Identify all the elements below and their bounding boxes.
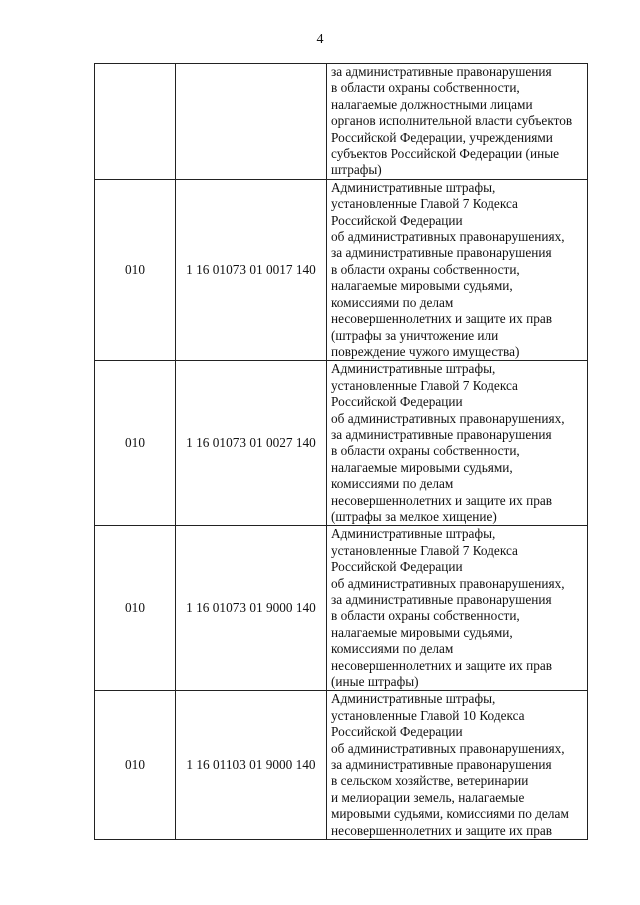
table-row xyxy=(95,64,588,180)
kbk-code-cell: 1 16 01103 01 9000 140 xyxy=(176,691,327,840)
revenue-name-cell: за административные правонарушения в области охраны собственности, налагаемые должностными лицами органов исполнительной власти субъектов Российской Федерации, учреждениями субъектов Российской Федерации (иные штрафы) xyxy=(327,64,588,180)
revenue-name-cell: Административные штрафы, установленные Главой 7 Кодекса Российской Федерации об административных правонарушениях, за административные правонарушения в области охраны собственности, налагаемые мировыми судьями, комиссиями по делам несовершеннолетних и защите их прав (иные штрафы) xyxy=(327,526,588,691)
admin-code-cell: 010 xyxy=(95,179,176,360)
table-row xyxy=(95,179,588,360)
admin-code-cell xyxy=(95,64,176,180)
revenue-name-cell: Административные штрафы, установленные Главой 7 Кодекса Российской Федерации об административных правонарушениях, за административные правонарушения в области охраны собственности, налагаемые мировыми судьями, комиссиями по делам несовершеннолетних и защите их прав (штрафы за уничтожение или повреждение чужого имущества) xyxy=(327,179,588,360)
revenue-name-cell: Административные штрафы, установленные Главой 10 Кодекса Российской Федерации об административных правонарушениях, за административные правонарушения в сельском хозяйстве, ветеринарии и мелиорации земель, налагаемые мировыми судьями, комиссиями по делам несовершеннолетних и защите их прав xyxy=(327,691,588,840)
page-number: 4 xyxy=(316,32,324,47)
kbk-code-cell: 1 16 01073 01 0017 140 xyxy=(176,179,327,360)
budget-codes-table xyxy=(94,63,588,840)
table-row xyxy=(95,526,588,691)
kbk-code-cell xyxy=(176,64,327,180)
revenue-name-cell: Административные штрафы, установленные Главой 7 Кодекса Российской Федерации об административных правонарушениях, за административные правонарушения в области охраны собственности, налагаемые мировыми судьями, комиссиями по делам несовершеннолетних и защите их прав (штрафы за мелкое хищение) xyxy=(327,361,588,526)
table-row xyxy=(95,691,588,840)
admin-code-cell: 010 xyxy=(95,361,176,526)
admin-code-cell: 010 xyxy=(95,526,176,691)
table-row xyxy=(95,361,588,526)
kbk-code-cell: 1 16 01073 01 0027 140 xyxy=(176,361,327,526)
kbk-code-cell: 1 16 01073 01 9000 140 xyxy=(176,526,327,691)
admin-code-cell: 010 xyxy=(95,691,176,840)
